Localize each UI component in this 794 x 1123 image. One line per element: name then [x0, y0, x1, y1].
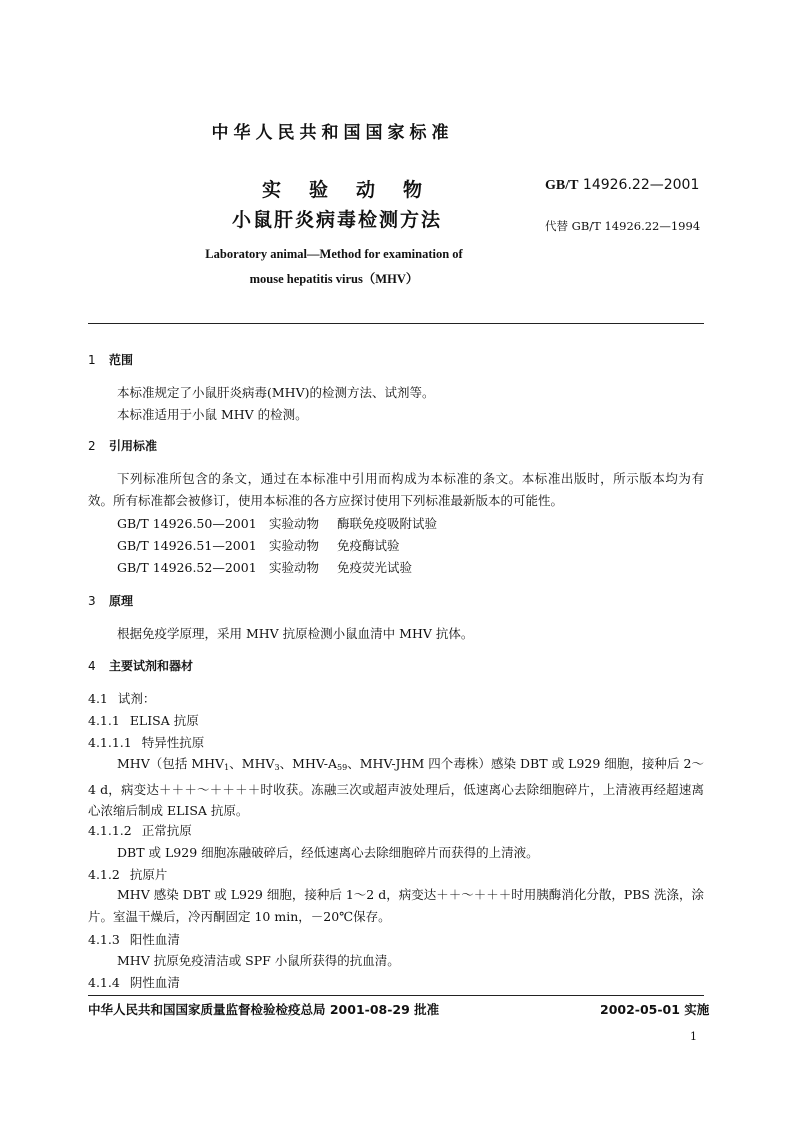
footer-divider	[88, 995, 704, 996]
section-1-paragraph-1: 本标准规定了小鼠肝炎病毒(MHV)的检测方法、试剂等。	[117, 385, 435, 400]
standard-title-english-line2: mouse hepatitis virus（MHV）	[249, 272, 419, 286]
section-1-paragraph-2: 本标准适用于小鼠 MHV 的检测。	[117, 407, 308, 422]
standard-prefix: GB/T	[545, 178, 579, 193]
standard-code: 14926.22—2001	[582, 177, 700, 193]
clause-4-1: 4.1 试剂：	[88, 691, 156, 706]
clause-4-1-4: 4.1.4 阴性血清	[88, 975, 180, 990]
reference-item: GB/T 14926.51—2001 实验动物 免疫酶试验	[117, 538, 400, 553]
reference-item: GB/T 14926.52—2001 实验动物 免疫荧光试验	[117, 560, 413, 575]
issued-by: 中华人民共和国国家质量监督检验检疫总局 2001-08-29 批准	[88, 1002, 440, 1017]
clause-4-1-1-2-paragraph: DBT 或 L929 细胞冻融破碎后，经低速离心去除细胞碎片而获得的上清液。	[117, 845, 539, 860]
standard-number	[545, 177, 699, 194]
standard-title-chinese-line2: 小鼠肝炎病毒检测方法	[232, 209, 443, 231]
section-heading-2: 2 引用标准	[88, 439, 158, 453]
clause-4-1-1-1-paragraph: MHV（包括 $MHV_1$、$MHV_3$、MHV-$A_{59}$、MHV-JHM 四个毒株）感染 DBT 或 L929 细胞，接种后 2～4 d，病变达＋＋＋～＋＋＋＋时收获。冻融三次或超声波处理后，低速离心去除细胞碎片，上清液再经超速离心浓缩后制成 ELISA 抗原。	[88, 756, 704, 818]
clause-4-1-3-paragraph: MHV 抗原免疫清洁或 SPF 小鼠所获得的抗血清。	[117, 953, 400, 968]
national-standard-title: 中华人民共和国国家标准	[211, 123, 454, 143]
clause-4-1-3: 4.1.3 阳性血清	[88, 932, 180, 947]
clause-4-1-1: 4.1.1 ELISA 抗原	[88, 713, 199, 728]
section-heading-1: 1 范围	[88, 353, 134, 367]
standard-title-english-line1: Laboratory animal—Method for examination of	[205, 247, 463, 261]
section-heading-3: 3 原理	[88, 594, 134, 608]
clause-4-1-2: 4.1.2 抗原片	[88, 867, 168, 882]
standard-title-chinese-line1: 实验动物	[262, 179, 451, 201]
replaces-standard: 代替 GB/T 14926.22—1994	[545, 219, 701, 233]
section-heading-4: 4 主要试剂和器材	[88, 659, 194, 673]
reference-item: GB/T 14926.50—2001 实验动物 酶联免疫吸附试验	[117, 516, 438, 531]
section-2-paragraph-1: 下列标准所包含的条文，通过在本标准中引用而构成为本标准的条文。本标准出版时，所示版本均为有效。所有标准都会被修订，使用本标准的各方应探讨使用下列标准最新版本的可能性。	[88, 471, 704, 508]
clause-4-1-1-2: 4.1.1.2 正常抗原	[88, 823, 192, 838]
page-number: 1	[690, 1030, 697, 1043]
header-divider	[88, 323, 704, 324]
implementation-date: 2002-05-01 实施	[600, 1002, 710, 1017]
clause-4-1-2-paragraph: MHV 感染 DBT 或 L929 细胞，接种后 1～2 d，病变达＋＋～＋＋＋时用胰酶消化分散，PBS 洗涤，涂片。室温干燥后，冷丙酮固定 10 min，－20℃保存。	[88, 887, 704, 924]
clause-4-1-1-1: 4.1.1.1 特异性抗原	[88, 735, 205, 750]
section-3-paragraph-1: 根据免疫学原理，采用 MHV 抗原检测小鼠血清中 MHV 抗体。	[117, 626, 474, 641]
